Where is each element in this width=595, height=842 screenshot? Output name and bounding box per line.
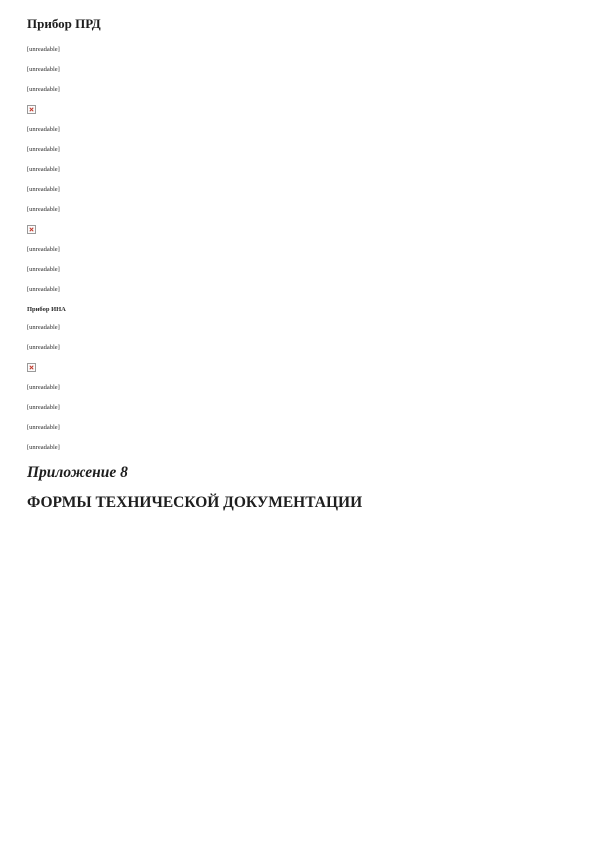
- paragraph: [unreadable]: [27, 66, 60, 73]
- figure-legend: [unreadable]: [27, 266, 60, 273]
- paragraph: [unreadable]: [27, 444, 60, 451]
- paragraph: [unreadable]: [27, 166, 60, 173]
- paragraph: [unreadable]: [27, 206, 60, 213]
- figure-legend: [unreadable]: [27, 146, 60, 153]
- appendix-title: Приложение 8: [27, 464, 128, 481]
- forms-title: ФОРМЫ ТЕХНИЧЕСКОЙ ДОКУМЕНТАЦИИ: [27, 494, 363, 511]
- broken-image-icon: [27, 363, 36, 372]
- paragraph: [unreadable]: [27, 424, 60, 431]
- paragraph: [unreadable]: [27, 46, 60, 53]
- paragraph: [unreadable]: [27, 186, 60, 193]
- paragraph: [unreadable]: [27, 86, 60, 93]
- paragraph: [unreadable]: [27, 324, 60, 331]
- section-title: Прибор ПРД: [27, 16, 101, 31]
- figure-caption: [unreadable]: [27, 126, 60, 133]
- ina-heading: Прибор ИНА: [27, 306, 66, 313]
- figure-legend: [unreadable]: [27, 404, 60, 411]
- figure-legend: [unreadable]: [27, 286, 60, 293]
- broken-image-icon: [27, 225, 36, 234]
- figure-caption: [unreadable]: [27, 246, 60, 253]
- figure-caption: [unreadable]: [27, 384, 60, 391]
- paragraph: [unreadable]: [27, 344, 60, 351]
- broken-image-icon: [27, 105, 36, 114]
